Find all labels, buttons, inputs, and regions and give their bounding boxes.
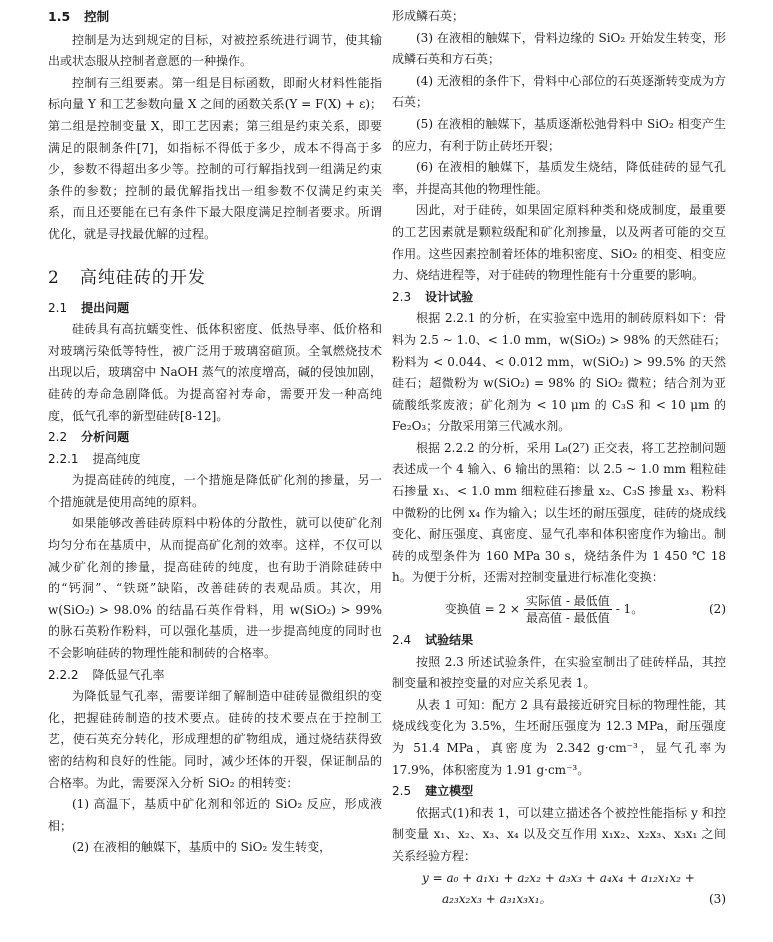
paragraph: 控制是为达到规定的目标，对被控系统进行调节，使其输出或状态服从控制者意愿的一种操作。 xyxy=(48,32,382,69)
paragraph: 硅砖具有高抗蠕变性、低体积密度、低热导率、低价格和对玻璃污染低等特性，被广泛用于玻璃窑碹顶。全氧燃烧技术出现以后，玻璃窑中 NaOH 蒸气的浓度增高，碱的侵蚀加剧，硅砖的寿命急剧降低。为提高窑衬寿命，需要开发一种高纯度，低气孔率的新型硅砖[8-12]。 xyxy=(48,322,382,423)
section-2-2-heading: 2.2 分析问题 xyxy=(48,430,130,445)
paragraph: 按照 2.3 所述试验条件，在实验室制出了硅砖样品，其控制变量和被控变量的对应关系见表 1。 xyxy=(392,654,726,691)
left-column xyxy=(48,6,382,859)
paragraph: 依据式(1)和表 1，可以建立描述各个被控性能指标 y 和控制变量 x₁、x₂、x₃、x₄ 以及交互作用 x₁x₂、x₂x₃、x₃x₁ 之间关系经验方程： xyxy=(392,805,726,863)
section-2-3-heading: 2.3 设计试验 xyxy=(392,289,474,304)
equation-2 xyxy=(392,593,726,626)
section-2-2-2-heading: 2.2.2 降低显气孔率 xyxy=(48,667,165,682)
fraction-denominator: 最高值 - 最低值 xyxy=(526,611,610,626)
equation-3-continuation: a₂₃x₂x₃ + a₃₁x₃x₁。 xyxy=(442,892,552,907)
list-item-continuation: 形成鳞石英； xyxy=(392,9,465,23)
section-2-1-heading: 2.1 提出问题 xyxy=(48,300,130,315)
list-item: (5) 在液相的触媒下，基质逐渐松弛骨料中 SiO₂ 相变产生的应力，有利于防止砖坯开裂； xyxy=(392,116,726,153)
paragraph: 为提高硅砖的纯度，一个措施是降低矿化剂的掺量，另一个措施就是使用高纯的原料。 xyxy=(48,473,382,509)
list-item: (2) 在液相的触媒下，基质中的 SiO₂ 发生转变， xyxy=(72,840,332,855)
equation-3-line-1: y = a₀ + a₁x₁ + a₂x₂ + a₃x₃ + a₄x₄ + a₁₂x₁x₂ + xyxy=(422,870,695,885)
equation-number: (3) xyxy=(709,892,726,907)
section-2-4-heading: 2.4 试验结果 xyxy=(392,633,474,648)
list-item: (3) 在液相的触媒下，骨料边缘的 SiO₂ 开始发生转变，形成鳞石英和方石英； xyxy=(392,30,726,67)
equation-fraction xyxy=(524,593,612,626)
paragraph: 如果能够改善硅砖原料中粉体的分散性，就可以使矿化剂均匀分布在基质中，从而提高矿化剂的效率。这样，不仅可以减少矿化剂的掺量，提高硅砖的纯度，也有助于消除硅砖中的“钙洞”、“铁斑”缺陷，改善硅砖的表观品质。其次，用 w(SiO₂) > 98.0% 的结晶石英作骨料，用 w(SiO₂) > 99% 的脉石英粉作粉料，可以强化基质，进一步提高纯度的同时也不会影响硅砖的物理性能和制砖的合格率。 xyxy=(48,516,382,661)
paragraph: 从表 1 可知：配方 2 具有最接近研究目标的物理性能，其烧成线变化为 3.5%，生坯耐压强度为 12.3 MPa，耐压强度为 51.4 MPa，真密度为 2.342 g·cm⁻³，显气孔率为 17.9%，体积密度为 1.91 g·cm⁻³。 xyxy=(392,697,726,777)
equation-lhs: 变换值 = 2 × xyxy=(444,601,520,616)
list-item: (6) 在液相的触媒下，基质发生烧结，降低硅砖的显气孔率，并提高其他的物理性能。 xyxy=(392,160,726,196)
paragraph: 为降低显气孔率，需要详细了解制造中硅砖显微组织的变化，把握硅砖制造的技术要点。硅砖的技术要点在于控制工艺，使石英充分转化，形成理想的矿物组成，通过烧结获得致密的结构和良好的性能。同时，减少坯体的开裂，保证制品的合格率。为此，需要深入分析 SiO₂ 的相转变： xyxy=(48,689,382,790)
fraction-numerator: 实际值 - 最低值 xyxy=(526,594,610,609)
section-2-2-1-heading: 2.2.1 提高纯度 xyxy=(48,451,141,466)
section-2-5-heading: 2.5 建立模型 xyxy=(392,784,474,799)
equation-rhs: - 1。 xyxy=(615,601,644,616)
paragraph: 根据 2.2.2 的分析，采用 L₈(2⁷) 正交表，将工艺控制问题表述成一个 4 输入、6 输出的黑箱：以 2.5 ~ 1.0 mm 粗粒硅石掺量 x₁、< 1.0 mm 细粒硅石掺量 x₂、C₃S 掺量 x₃、粉料中微粉的比例 x₄ 作为输入；以生坯的耐压强度，硅砖的烧成线变化、耐压强度、真密度、显气孔率和体积密度作为输出。制砖的成型条件为 160 MPa 30 s，烧结条件为 1 450 ℃ 18 h。为便于分析，还需对控制变量进行标准化变换： xyxy=(392,440,726,585)
list-item: (4) 无液相的条件下，骨料中心部位的石英逐渐转变成为方石英； xyxy=(392,73,726,110)
right-column xyxy=(392,6,726,911)
chapter-2-heading: 2 高纯硅砖的开发 xyxy=(48,267,206,288)
section-1-5-heading: 1.5 控制 xyxy=(48,9,110,24)
paragraph: 因此，对于硅砖，如果固定原料种类和烧成制度，最重要的工艺因素就是颗粒级配和矿化剂掺量，以及两者可能的交互作用。这些因素控制着坯体的堆积密度、SiO₂ 的相变、相变应力、烧结进程等，对于硅砖的物理性能有十分重要的影响。 xyxy=(392,203,726,283)
equation-number: (2) xyxy=(709,601,726,616)
list-item: (1) 高温下，基质中矿化剂和邻近的 SiO₂ 反应，形成液相； xyxy=(48,797,382,833)
equation-3-line-2 xyxy=(392,889,726,911)
paragraph: 控制有三组要素。第一组是目标函数，即耐火材料性能指标向量 Y 和工艺参数向量 X 之间的函数关系(Y = F(X) + ε)；第二组是控制变量 X，即工艺因素；第三组是约束关系，即要满足的限制条件[7]，如指标不得低于多少，成本不得高于多少，参数不得超出多少等。控制的可行解指找到一组满足约束条件的参数；控制的最优解指找出一组参数不仅满足约束关系，而且还要能在已有条件下最大限度满足控制者要求。所谓优化，就是寻找最优解的过程。 xyxy=(48,75,382,241)
paragraph: 根据 2.2.1 的分析，在实验室中选用的制砖原料如下：骨料为 2.5 ~ 1.0、< 1.0 mm，w(SiO₂) > 98% 的天然硅石；粉料为 < 0.044、< 0.012 mm，w(SiO₂) > 99.5% 的天然硅石；超微粉为 w(SiO₂) = 98% 的 SiO₂ 微粒；结合剂为亚硫酸纸浆废液；矿化剂为 < 10 μm 的 C₃S 和 < 10 μm 的 Fe₂O₃；分散采用第三代减水剂。 xyxy=(392,311,726,434)
